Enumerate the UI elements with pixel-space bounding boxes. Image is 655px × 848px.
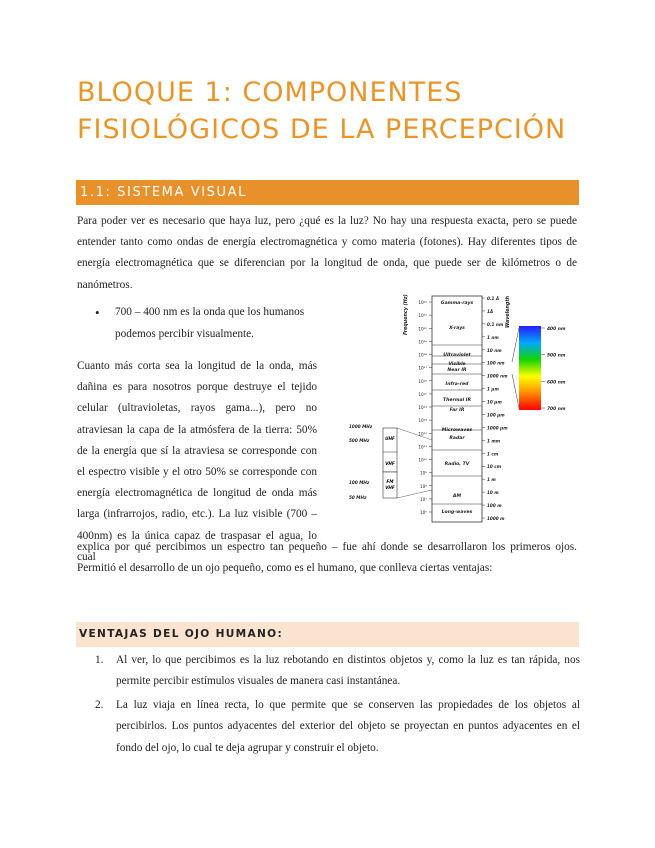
advantage-number: 2.: [95, 698, 104, 711]
wavelength-tick: 1 nm: [487, 334, 499, 340]
intro-paragraph: Para poder ver es necesario que haya luz, pero ¿qué es la luz? No hay una respuesta exacta, pero se puede entender tanto como ondas de energía electromagnética y como materia (fotones). Hay diferentes tipos de energía electromagnética que se diferencian por la longitud de onda, que puede ser de kilómetros o de nanómetros.: [77, 215, 577, 291]
visible-tick: 700 nm: [547, 407, 566, 412]
frequency-tick: 10⁷: [419, 496, 427, 502]
frequency-tick: 10¹¹: [418, 444, 427, 450]
wavelength-tick: 1 mm: [487, 438, 501, 444]
radio-band-label: FM: [386, 479, 394, 484]
advantage-text: Al ver, lo que percibimos es la luz rebotando en distintos objetos y, como la luz es tan rápida, nos permite percibir estímulos visuales de manera casi instantánea.: [116, 654, 580, 688]
radio-frequency-label: 100 MHz: [349, 480, 370, 485]
advantage-item: [95, 695, 580, 759]
frequency-tick: 10¹⁵: [418, 391, 427, 397]
advantages-heading: VENTAJAS DEL OJO HUMANO:: [76, 622, 579, 647]
advantage-text: La luz viaja en línea recta, lo que permite que se conserven las propiedades de los objetos al percibirlos. Los puntos adyacentes del exterior del objeto se proyectan en puntos adyacentes en el fondo del ojo, lo cual te deja agrupar y construir el objeto.: [116, 698, 580, 754]
wavelength-tick: 10 m: [487, 490, 499, 496]
wavelength-tick: 1 m: [487, 477, 496, 483]
frequency-tick: 10¹⁸: [418, 352, 427, 358]
frequency-tick: 10¹⁷: [418, 365, 427, 371]
wavelength-tick: 1Å: [487, 308, 494, 314]
wavelength-tick: 10 μm: [487, 399, 502, 405]
visible-tick: 500 nm: [547, 353, 566, 359]
band-label: Radar: [449, 436, 465, 441]
frequency-tick: 10¹³: [418, 418, 427, 424]
band-label: Far IR: [449, 408, 465, 413]
wavelength-tick: 100 m: [487, 503, 502, 509]
band-label: Microwaves: [441, 428, 473, 433]
section-heading: 1.1: SISTEMA VISUAL: [76, 180, 579, 205]
frequency-tick: 10²²: [418, 300, 427, 305]
radio-band-label: VHF: [385, 485, 395, 490]
radio-frequency-label: 500 MHz: [349, 438, 370, 443]
band-label: X-rays: [449, 326, 465, 331]
wavelength-tick: 1000 μm: [487, 425, 508, 431]
frequency-tick: 10¹⁹: [418, 339, 427, 345]
wavelength-tick: 1 cm: [487, 451, 499, 457]
continuation-paragraph: explica por qué percibimos un espectro tan pequeño – fue ahí donde se desarrollaron los primeros ojos. Permitió el desarrollo de un ojo pequeño, como es el humano, que conlleva ciertas ventajas:: [77, 541, 577, 575]
wavelength-tick: 1000 m: [487, 516, 505, 521]
frequency-tick: 10⁹: [419, 470, 427, 476]
frequency-tick: 10⁸: [419, 483, 427, 489]
band-label: Infra-red: [445, 382, 469, 387]
band-label: Radio, TV: [444, 462, 470, 467]
wavelength-tick: 0.1 Å: [487, 296, 500, 301]
wavelength-tick: 10 cm: [487, 464, 502, 470]
frequency-tick: 10⁶: [419, 510, 427, 515]
frequency-tick: 10¹⁰: [418, 457, 427, 463]
page-title: BLOQUE 1: COMPONENTES FISIOLÓGICOS DE LA PERCEPCIÓN: [77, 77, 567, 145]
band-label: Ultraviolet: [443, 353, 471, 358]
band-label: Thermal IR: [442, 398, 472, 403]
spectrum-diagram: [337, 290, 587, 530]
advantage-item: [95, 650, 580, 693]
visible-connector: [512, 374, 519, 408]
radio-frequency-label: 50 MHz: [349, 495, 367, 500]
frequency-tick: 10¹⁴: [418, 405, 427, 410]
wavelength-axis-label: Wavelength: [506, 295, 511, 328]
visible-tick: 400 nm: [547, 327, 566, 332]
list-item: • 700 – 400 nm es la onda que los humanos podemos percibir visualmente.: [95, 302, 325, 345]
bullet-list: [95, 302, 325, 345]
band-label: Near IR: [447, 368, 467, 373]
visible-tick: 600 nm: [547, 380, 566, 386]
wavelength-tick: 100 μm: [487, 412, 505, 418]
band-label: Gamma-rays: [440, 301, 474, 306]
radio-band-label: VHF: [385, 461, 395, 466]
frequency-tick: 10¹²: [418, 431, 427, 437]
band-label: Visible: [448, 362, 466, 367]
wavelength-tick: 100 nm: [487, 360, 505, 366]
wavelength-tick: 1 μm: [487, 386, 499, 392]
wavelength-tick: 0.1 nm: [487, 321, 504, 327]
advantage-number: 1.: [95, 654, 104, 666]
radio-band-label: UHF: [385, 436, 395, 441]
wave-paragraph: Cuanto más corta sea la longitud de la onda, más dañina es para nosotros porque destruye el tejido celular (ultravioletas, rayos gama...), pero no atraviesan la capa de la atmósfera de la tierra: 50% de la energía que sí la atraviesa se corresponde con el espectro visible y el otro 50% se corresponde con energía electromagnética de longitud de onda más larga (infrarrojos, radio, etc.). La luz visible (700 – 400nm) es la única capaz de traspasar el agua, lo cual: [77, 360, 317, 563]
frequency-axis-label: Frequency (Hz): [404, 294, 409, 335]
wavelength-tick: 1000 nm: [487, 373, 508, 379]
radio-frequency-label: 1000 MHz: [349, 424, 373, 429]
frequency-tick: 10²⁰: [418, 326, 427, 332]
frequency-tick: 10²¹: [418, 313, 427, 319]
band-label: AM: [452, 494, 462, 499]
advantages-list: [95, 650, 580, 759]
visible-spectrum-bar: [519, 326, 541, 410]
visible-connector: [512, 328, 519, 362]
electromagnetic-spectrum-figure: [337, 290, 587, 530]
band-label: Long-waves: [441, 510, 473, 515]
frequency-tick: 10¹⁶: [418, 378, 427, 384]
wavelength-tick: 10 nm: [487, 347, 502, 353]
